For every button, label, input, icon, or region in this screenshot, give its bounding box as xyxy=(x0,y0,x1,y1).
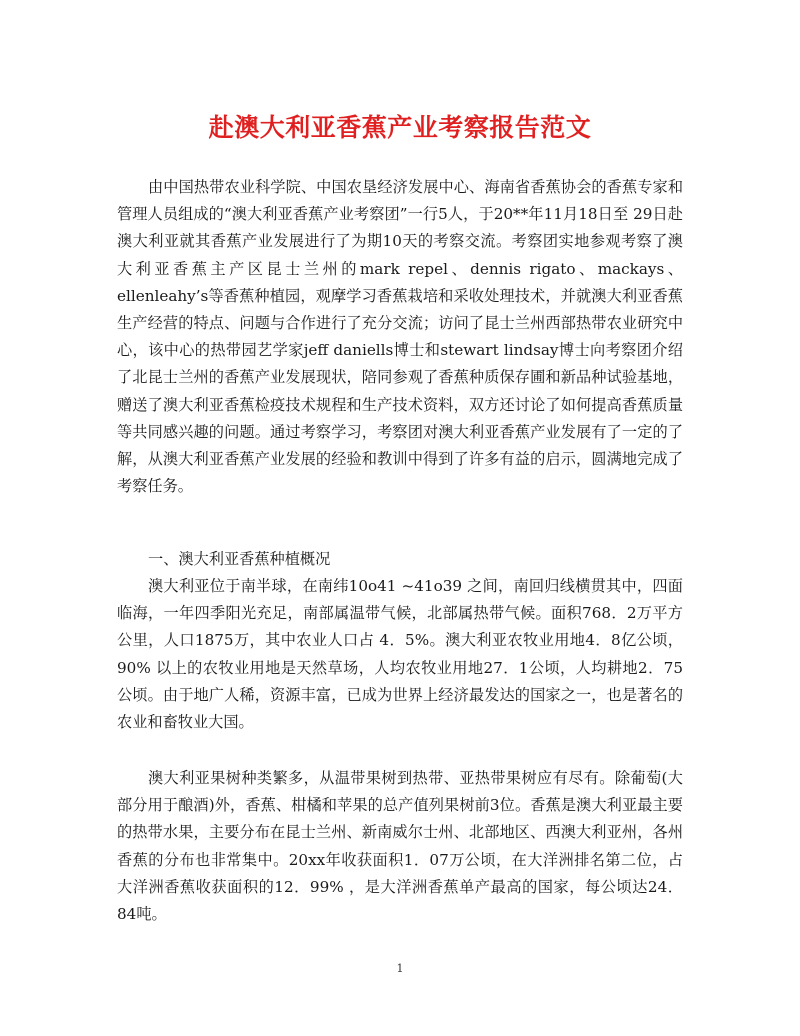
section-heading: 一、澳大利亚香蕉种植概况 xyxy=(148,550,331,568)
paragraph-fruit: 澳大利亚果树种类繁多，从温带果树到热带、亚热带果树应有尽有。除葡萄(大部分用于酿酒)外，香蕉、柑橘和苹果的总产值列果树前3位。香蕉是澳大利亚最主要的热带水果，主要分布在昆士兰州、新南威尔士州、北部地区、西澳大利亚州，各州香蕉的分布也非常集中。20xx年收获面积1．07万公顷，在大洋洲排名第二位，占大洋洲香蕉收获面积的12．99% ，是大洋洲香蕉单产最高的国家，每公顷达24．84吨。 xyxy=(117,769,683,924)
page-number: 1 xyxy=(396,962,404,975)
document-title: 赴澳大利亚香蕉产业考察报告范文 xyxy=(208,113,592,142)
paragraph-intro: 由中国热带农业科学院、中国农垦经济发展中心、海南省香蕉协会的香蕉专家和管理人员组成的“澳大利亚香蕉产业考察团”一行5人，于20**年11月18日至 29日赴澳大利亚就其香蕉产业发展进行了为期10天的考察交流。考察团实地参观考察了澳大利亚香蕉主产区昆士兰州的mark repel、dennis rigato、mackays、ellenleahy’s等香蕉种植园，观摩学习香蕉栽培和采收处理技术，并就澳大利亚香蕉生产经营的特点、问题与合作进行了充分交流；访问了昆士兰州西部热带农业研究中心，该中心的热带园艺学家jeff daniells博士和stewart lindsay博士向考察团介绍了北昆士兰州的香蕉产业发展现状，陪同参观了香蕉种质保存圃和新品种试验基地，赠送了澳大利亚香蕉检疫技术规程和生产技术资料，双方还讨论了如何提高香蕉质量等共同感兴趣的问题。通过考察学习，考察团对澳大利亚香蕉产业发展有了一定的了解，从澳大利亚香蕉产业发展的经验和教训中得到了许多有益的启示，圆满地完成了考察任务。 xyxy=(117,178,683,496)
paragraph-overview: 澳大利亚位于南半球，在南纬10o41 ~41o39 之间，南回归线横贯其中，四面临海，一年四季阳光充足，南部属温带气候，北部属热带气候。面积768．2万平方公里，人口1875万，其中农业人口占 4．5%。澳大利亚农牧业用地4．8亿公顷，90% 以上的农牧业用地是天然草场，人均农牧业用地27．1公顷，人均耕地2．75 公顷。由于地广人稀，资源丰富，已成为世界上经济最发达的国家之一，也是著名的农业和畜牧业大国。 xyxy=(117,577,683,732)
